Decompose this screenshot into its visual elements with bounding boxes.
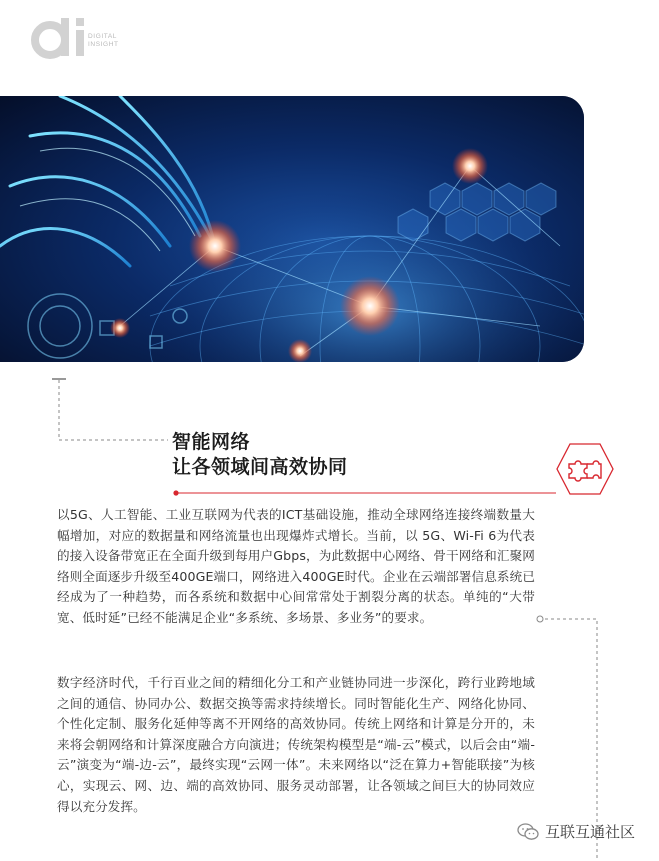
body-paragraph-1: 以5G、人工智能、工业互联网为代表的ICT基础设施，推动全球网络连接终端数量大幅增加，对应的数据量和网络流量也出现爆炸式增长。当前，以 5G、Wi-Fi 6为代表的接入设备带宽正在全面升级到每用户Gbps，为此数据中心网络、骨干网络和汇聚网络则全面逐步升级至400GE端口，网络进入400GE时代。企业在云端部署信息系统已经成为了一种趋势，而各系统和数据中心间常常处于割裂分离的状态。单纯的“大带宽、低时延”已经不能满足企业“多系统、多场景、多业务”的要求。 bbox=[57, 507, 536, 625]
logo-text-line1: DIGITAL bbox=[88, 33, 118, 40]
logo-text-line2: INSIGHT bbox=[88, 41, 119, 48]
puzzle-hexagon-icon bbox=[555, 442, 615, 496]
logo-mark-icon bbox=[30, 14, 90, 60]
logo-text bbox=[88, 33, 119, 49]
section-title-line1: 智能网络 bbox=[172, 431, 251, 453]
body-paragraph-2: 数字经济时代，千行百业之间的精细化分工和产业链协同进一步深化，跨行业跨地域之间的通信、协同办公、数据交换等需求持续增长。同时智能化生产、网络化协同、个性化定制、服务化延伸等离不开网络的高效协同。传统上网络和计算是分开的，未来将会朝网络和计算深度融合方向演进；传统架构模型是“端-云”模式，以后会由“端-云”演变为“端-边-云”，最终实现“云网一体”。未来网络以“泛在算力+智能联接”为核心，实现云、网、边、端的高效协同、服务灵动部署，让各领域之间巨大的协同效应得以充分发挥。 bbox=[57, 675, 535, 814]
section-heading bbox=[172, 430, 348, 480]
hero-image bbox=[0, 96, 584, 362]
wechat-icon bbox=[517, 823, 539, 841]
watermark bbox=[517, 821, 635, 842]
watermark-label: 互联互通社区 bbox=[545, 823, 636, 841]
section-title-line2: 让各领域间高效协同 bbox=[172, 456, 348, 478]
brand-logo bbox=[30, 14, 140, 64]
